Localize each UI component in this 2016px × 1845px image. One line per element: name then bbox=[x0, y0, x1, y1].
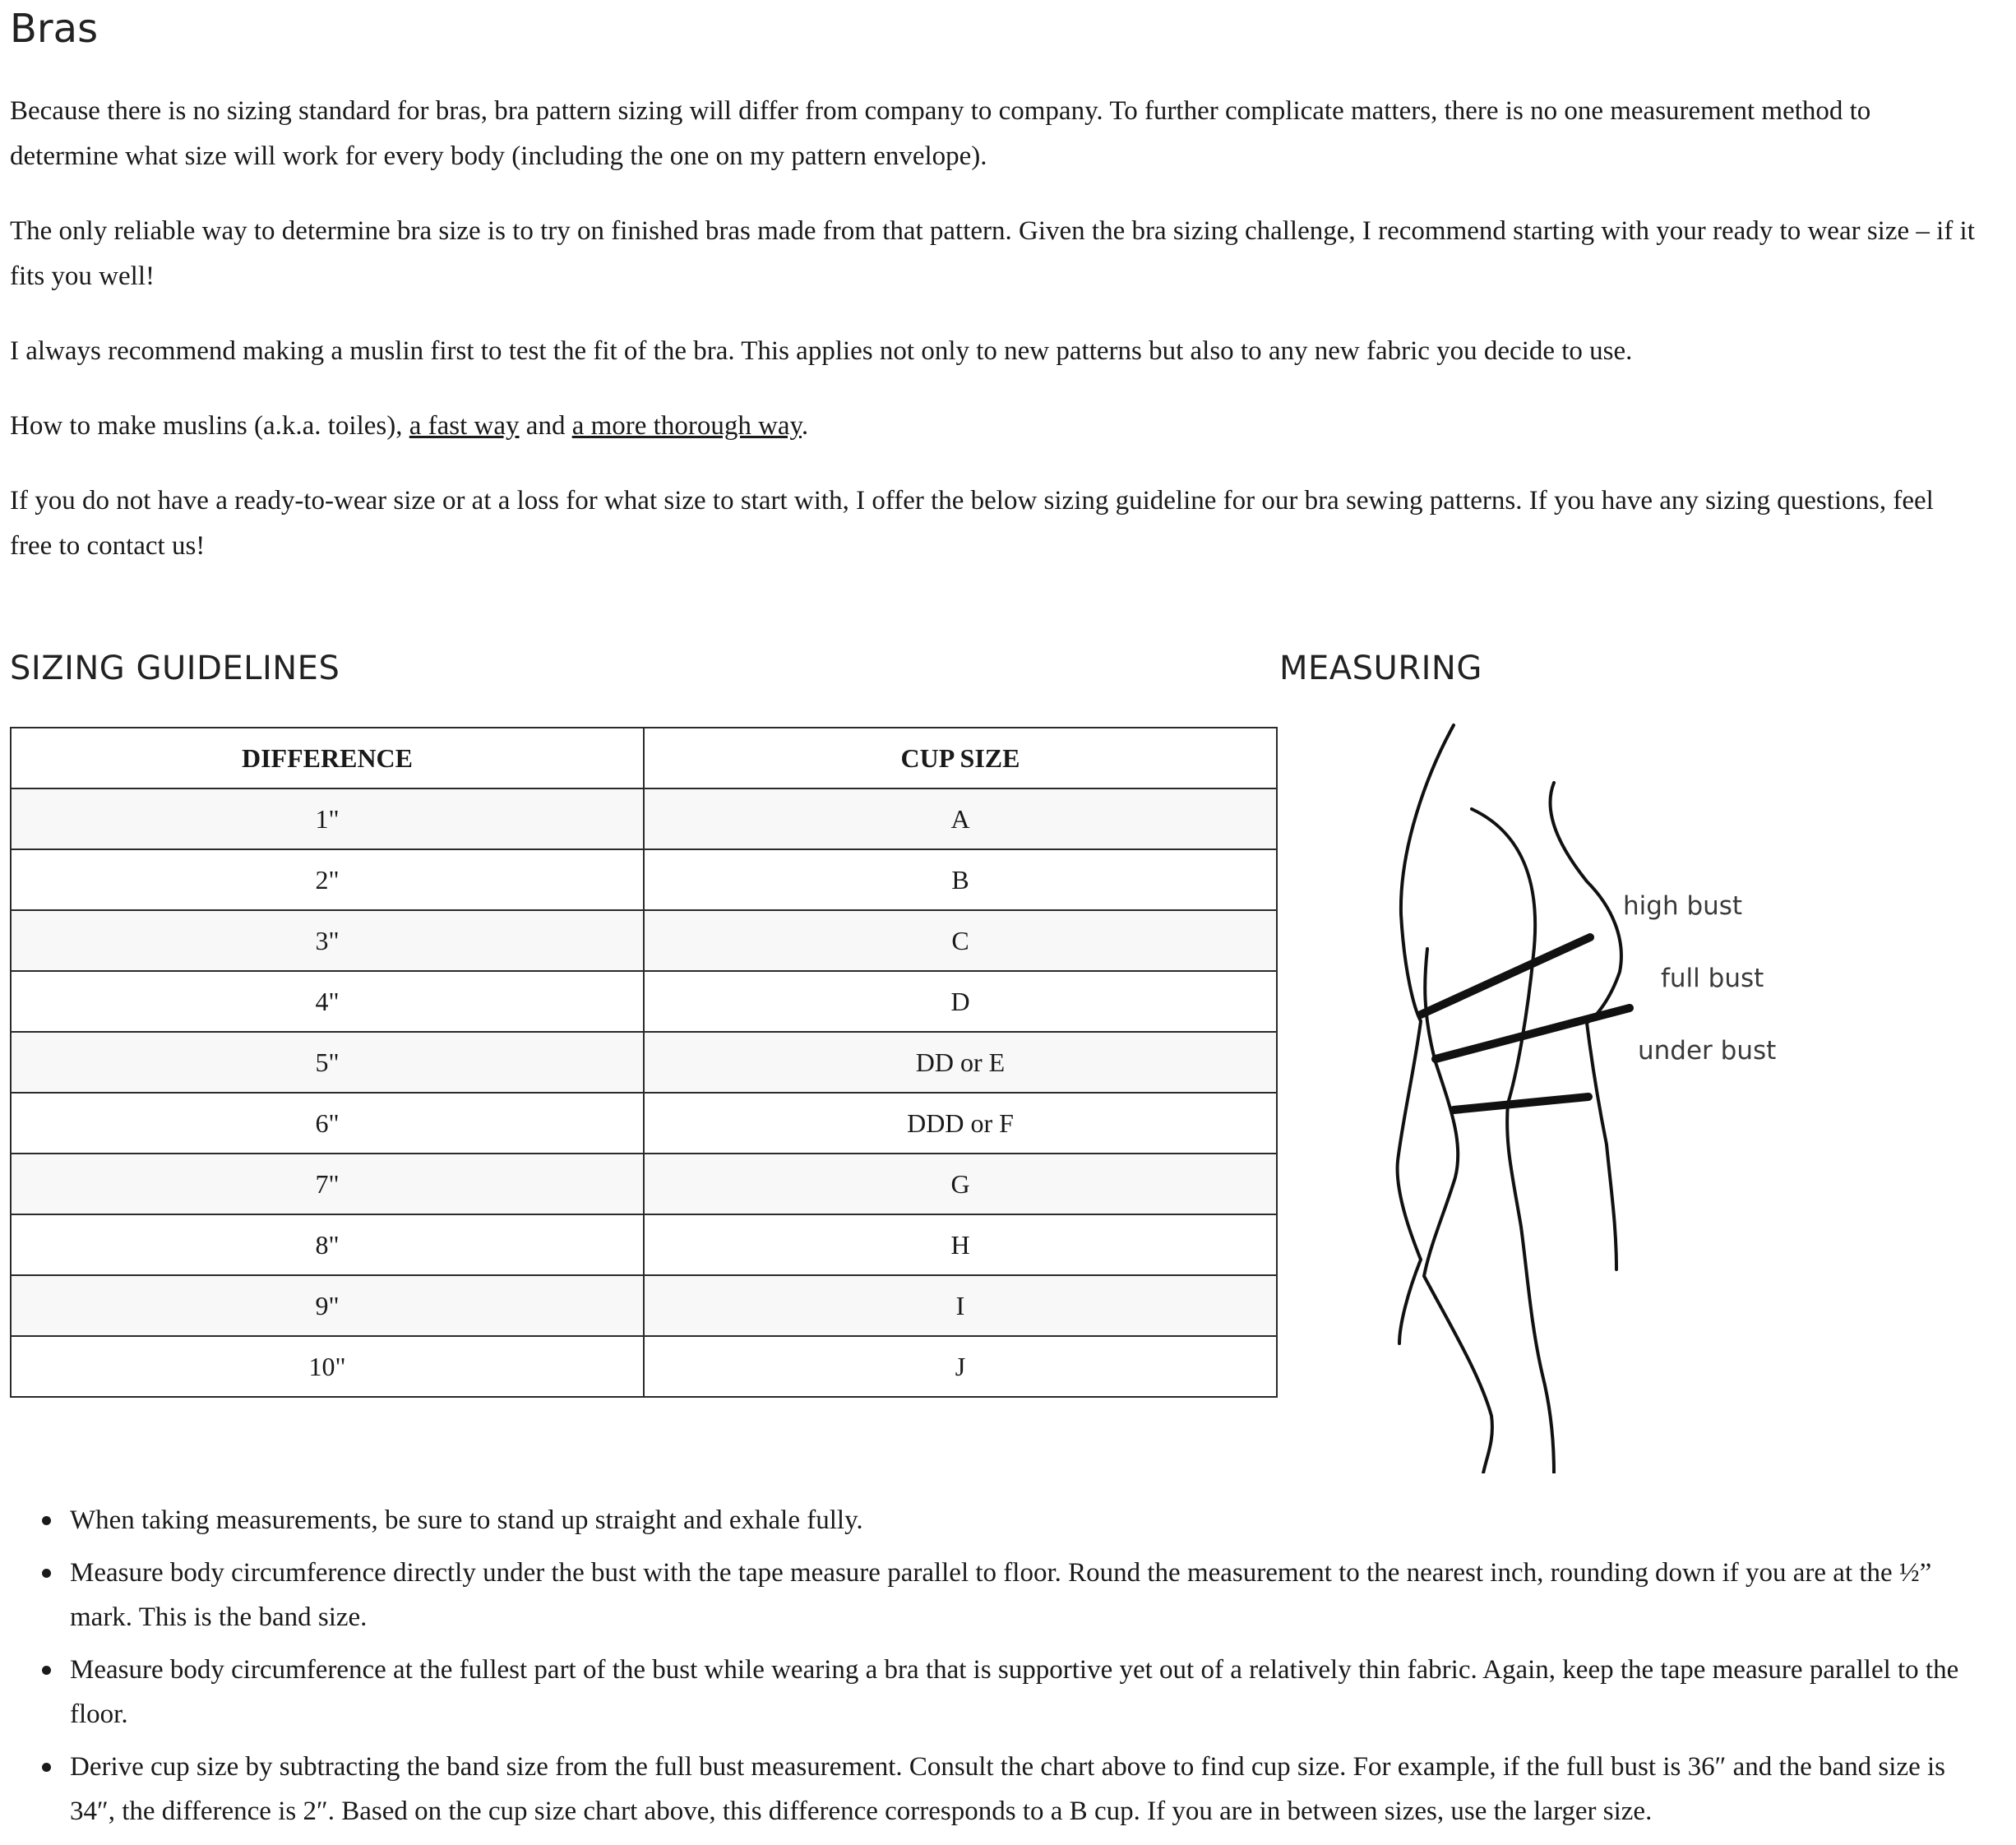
list-item-text: Measure body circumference at the fullest part of the bust while wearing a bra that is supportive yet out of a relatively thin fabric. Again, keep the tape measure parallel to the floor. bbox=[70, 1655, 1959, 1729]
cup-size-cell: D bbox=[644, 971, 1277, 1032]
measuring-illustration bbox=[1389, 717, 1817, 1473]
measuring-title: MEASURING bbox=[1279, 650, 1482, 687]
body-outline-figure bbox=[1389, 717, 1817, 1473]
muslin-links-paragraph bbox=[10, 404, 1975, 449]
table-row bbox=[11, 910, 1277, 971]
table-header-row bbox=[11, 728, 1277, 788]
cup-size-cell: DDD or F bbox=[644, 1093, 1277, 1154]
table-row bbox=[11, 1214, 1277, 1275]
table-body bbox=[11, 788, 1277, 1397]
list-item bbox=[70, 1745, 1986, 1833]
cup-size-header: CUP SIZE bbox=[644, 728, 1277, 788]
intro-paragraph: If you do not have a ready-to-wear size or at a loss for what size to start with, I offer the below sizing guideline for our bra sewing patterns. If you have any sizing questions, feel free to contact us! bbox=[10, 486, 1934, 561]
intro-section bbox=[10, 89, 1975, 599]
cup-size-cell: H bbox=[644, 1214, 1277, 1275]
page-title: Bras bbox=[10, 6, 99, 52]
difference-cell: 10" bbox=[11, 1336, 644, 1397]
under-bust-label: under bust bbox=[1638, 1036, 1777, 1066]
intro-paragraph: The only reliable way to determine bra size is to try on finished bras made from that pattern. Given the bra sizing challenge, I recommend starting with your ready to wear size – if it fits you well! bbox=[10, 216, 1975, 291]
back-contour bbox=[1398, 725, 1454, 1343]
high-bust-line bbox=[1421, 937, 1590, 1015]
table-row bbox=[11, 1032, 1277, 1093]
list-item-text: When taking measurements, be sure to stand up straight and exhale fully. bbox=[70, 1505, 863, 1535]
list-item bbox=[70, 1498, 1986, 1542]
sizing-guidelines-title: SIZING GUIDELINES bbox=[10, 650, 340, 687]
bullet-icon bbox=[42, 1763, 51, 1772]
fast-way-link[interactable]: a fast way bbox=[409, 411, 520, 441]
cup-size-cell: B bbox=[644, 849, 1277, 910]
table-row bbox=[11, 971, 1277, 1032]
cup-size-cell: DD or E bbox=[644, 1032, 1277, 1093]
list-item bbox=[70, 1648, 1986, 1736]
table-row bbox=[11, 1154, 1277, 1214]
muslin-links-suffix: . bbox=[801, 411, 809, 441]
difference-cell: 1" bbox=[11, 788, 644, 849]
bullet-icon bbox=[42, 1516, 51, 1525]
measuring-tips-list bbox=[33, 1498, 1986, 1842]
list-item-text: Measure body circumference directly under the bust with the tape measure parallel to floor. Round the measurement to the nearest inch, rounding down if you are at the ½” mark. This is the band size. bbox=[70, 1558, 1932, 1632]
cup-size-cell: A bbox=[644, 788, 1277, 849]
difference-cell: 7" bbox=[11, 1154, 644, 1214]
full-bust-line bbox=[1436, 1008, 1630, 1059]
cup-size-cell: C bbox=[644, 910, 1277, 971]
high-bust-label: high bust bbox=[1623, 891, 1743, 921]
table-row bbox=[11, 1093, 1277, 1154]
thorough-way-link[interactable]: a more thorough way bbox=[571, 411, 802, 441]
table-row bbox=[11, 1275, 1277, 1336]
difference-header: DIFFERENCE bbox=[11, 728, 644, 788]
cup-size-cell: G bbox=[644, 1154, 1277, 1214]
table-row bbox=[11, 788, 1277, 849]
difference-cell: 3" bbox=[11, 910, 644, 971]
cup-size-table bbox=[10, 727, 1278, 1398]
difference-cell: 9" bbox=[11, 1275, 644, 1336]
intro-paragraph: I always recommend making a muslin first to test the fit of the bra. This applies not only to new patterns but also to any new fabric you decide to use. bbox=[10, 336, 1633, 366]
bullet-icon bbox=[42, 1569, 51, 1578]
list-item-text: Derive cup size by subtracting the band size from the full bust measurement. Consult the chart above to find cup size. For example, if the full bust is 36″ and the band size is 34″, the difference is 2″. Based on the cup size chart above, this difference corresponds to a B cup. If you are in between sizes, use the larger size. bbox=[70, 1752, 1945, 1826]
under-bust-line bbox=[1454, 1097, 1588, 1110]
difference-cell: 5" bbox=[11, 1032, 644, 1093]
table-row bbox=[11, 1336, 1277, 1397]
list-item bbox=[70, 1551, 1986, 1639]
full-bust-label: full bust bbox=[1661, 964, 1764, 993]
muslin-links-middle: and bbox=[519, 411, 572, 441]
torso-contour bbox=[1472, 809, 1554, 1473]
table-row bbox=[11, 849, 1277, 910]
difference-cell: 4" bbox=[11, 971, 644, 1032]
cup-size-cell: J bbox=[644, 1336, 1277, 1397]
difference-cell: 8" bbox=[11, 1214, 644, 1275]
cup-size-cell: I bbox=[644, 1275, 1277, 1336]
muslin-links-prefix: How to make muslins (a.k.a. toiles), bbox=[10, 411, 409, 441]
bullet-icon bbox=[42, 1666, 51, 1675]
intro-paragraph: Because there is no sizing standard for bras, bra pattern sizing will differ from company to company. To further complicate matters, there is no one measurement method to determine what size will work for every body (including the one on my pattern envelope). bbox=[10, 96, 1871, 171]
difference-cell: 2" bbox=[11, 849, 644, 910]
arm-contour bbox=[1424, 949, 1492, 1473]
difference-cell: 6" bbox=[11, 1093, 644, 1154]
